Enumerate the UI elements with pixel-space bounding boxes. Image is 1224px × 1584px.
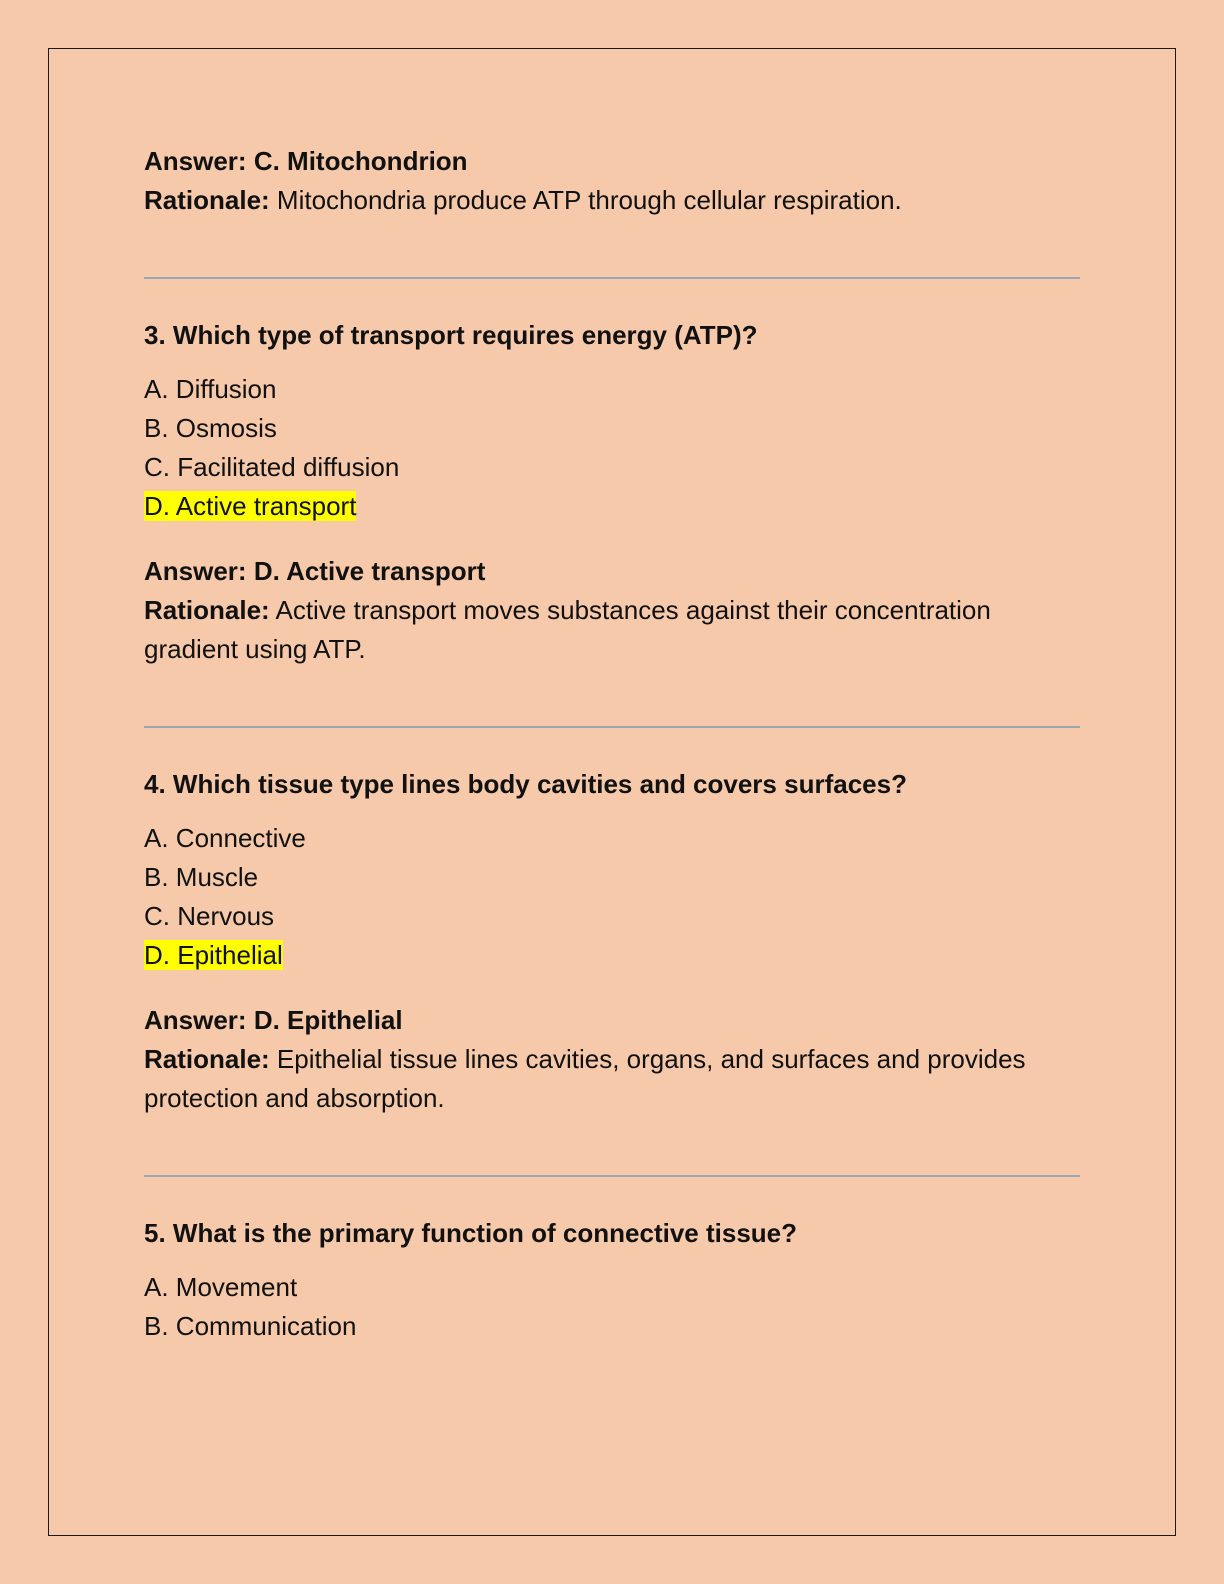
question-4-text: 4. Which tissue type lines body cavities and covers surfaces? xyxy=(144,769,907,799)
rationale-text: Epithelial tissue lines cavities, organs, and surfaces and provides protection and absorption. xyxy=(144,1044,1026,1113)
option-b: B. Communication xyxy=(144,1311,357,1341)
question-3-text: 3. Which type of transport requires energy (ATP)? xyxy=(144,320,758,350)
option-b: B. Osmosis xyxy=(144,413,277,443)
answer-label: Answer: xyxy=(144,556,247,586)
rationale-text: Mitochondria produce ATP through cellular respiration. xyxy=(276,185,902,215)
answer-line xyxy=(144,552,1080,591)
question-5-block xyxy=(144,1214,1080,1346)
answer-value: D. Active transport xyxy=(253,556,486,586)
section-divider xyxy=(144,1175,1080,1177)
section-divider xyxy=(144,726,1080,728)
option-d-highlighted: D. Epithelial xyxy=(144,940,283,970)
question-4-options xyxy=(144,819,1080,975)
option-a: A. Connective xyxy=(144,823,306,853)
q2-answer-block xyxy=(144,142,1080,220)
rationale-line xyxy=(144,181,1080,220)
option-a: A. Movement xyxy=(144,1272,298,1302)
answer-label: Answer: xyxy=(144,146,247,176)
question-5-options xyxy=(144,1268,1080,1346)
rationale-line xyxy=(144,1040,1080,1118)
rationale-label: Rationale: xyxy=(144,185,270,215)
option-a: A. Diffusion xyxy=(144,374,277,404)
question-5-text: 5. What is the primary function of connective tissue? xyxy=(144,1218,797,1248)
option-d-highlighted: D. Active transport xyxy=(144,491,357,521)
document-content xyxy=(144,142,1080,1346)
rationale-text: Active transport moves substances against their concentration gradient using ATP. xyxy=(144,595,991,664)
rationale-line xyxy=(144,591,1080,669)
rationale-label: Rationale: xyxy=(144,595,270,625)
answer-value: C. Mitochondrion xyxy=(253,146,468,176)
answer-value: D. Epithelial xyxy=(253,1005,403,1035)
section-divider xyxy=(144,277,1080,279)
question-3-block xyxy=(144,316,1080,669)
option-b: B. Muscle xyxy=(144,862,259,892)
question-4-answer-block xyxy=(144,1001,1080,1118)
question-4-block xyxy=(144,765,1080,1118)
answer-line xyxy=(144,142,1080,181)
option-c: C. Nervous xyxy=(144,901,275,931)
rationale-label: Rationale: xyxy=(144,1044,270,1074)
option-c: C. Facilitated diffusion xyxy=(144,452,400,482)
answer-label: Answer: xyxy=(144,1005,247,1035)
question-3-answer-block xyxy=(144,552,1080,669)
question-3-options xyxy=(144,370,1080,526)
answer-line xyxy=(144,1001,1080,1040)
